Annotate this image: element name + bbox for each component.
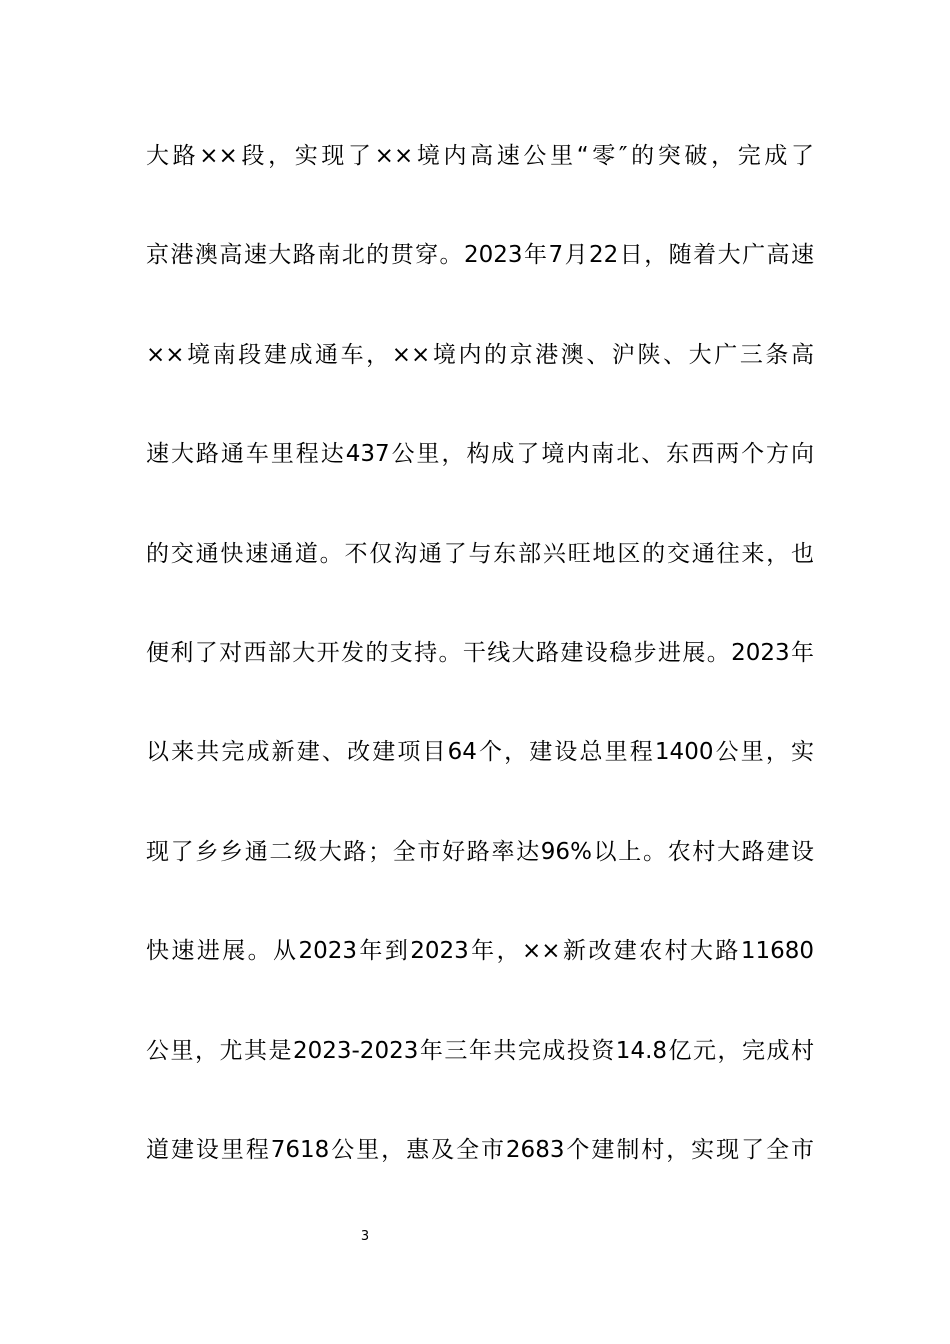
text-line: ××境南段建成通车，××境内的京港澳、沪陕、大广三条高 (146, 341, 814, 368)
text-line: 的交通快速通道。不仅沟通了与东部兴旺地区的交通往来，也 (146, 540, 814, 567)
text-line: 以来共完成新建、改建项目64个，建设总里程1400公里，实 (146, 739, 814, 766)
text-line: 大路××段，实现了××境内高速公里“零″的突破，完成了 (146, 143, 814, 169)
text-line: 道建设里程7618公里，惠及全市2683个建制村，实现了全市 (146, 1136, 814, 1163)
text-line: 公里，尤其是2023-2023年三年共完成投资14.8亿元，完成村 (146, 1037, 814, 1064)
text-line: 便利了对西部大开发的支持。干线大路建设稳步进展。2023年 (146, 639, 814, 666)
text-line: 速大路通车里程达437公里，构成了境内南北、东西两个方向 (146, 441, 814, 468)
text-line: 京港澳高速大路南北的贯穿。2023年7月22日，随着大广高速 (146, 242, 814, 269)
page-number: 3 (360, 1229, 370, 1244)
text-line: 现了乡乡通二级大路；全市好路率达96%以上。农村大路建设 (146, 838, 814, 865)
body-paragraph (146, 132, 814, 1225)
text-line: 快速进展。从2023年到2023年，××新改建农村大路11680 (146, 938, 814, 965)
